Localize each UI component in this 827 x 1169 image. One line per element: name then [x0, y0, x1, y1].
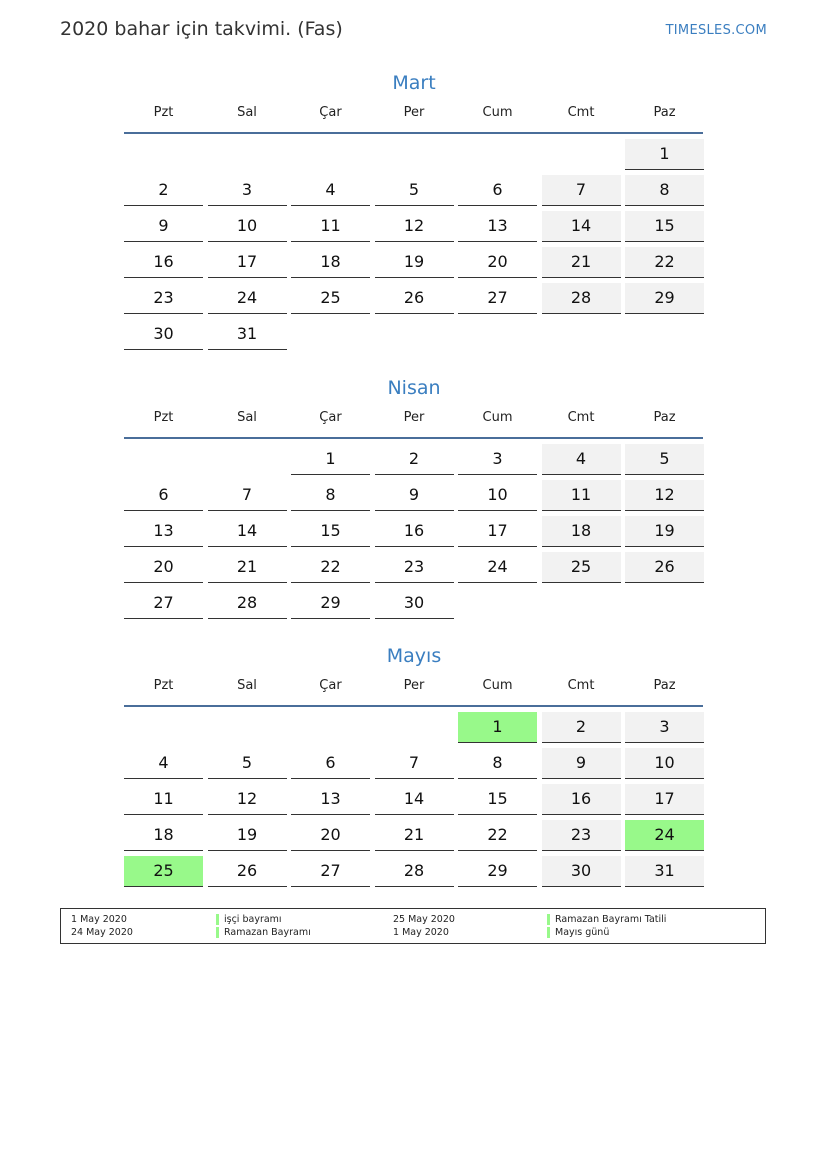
empty-cell — [124, 139, 203, 169]
day-cell: 7 — [375, 748, 454, 779]
day-cell: 11 — [124, 784, 203, 815]
day-cell: 1 — [625, 139, 704, 170]
brand-link[interactable]: TIMESLES.COM — [665, 23, 767, 38]
day-cell: 31 — [208, 319, 287, 350]
empty-cell — [291, 319, 370, 349]
empty-cell — [458, 588, 537, 618]
month-block — [124, 641, 704, 892]
day-cell: 30 — [375, 588, 454, 619]
legend-row — [61, 926, 765, 939]
empty-cell — [625, 588, 704, 618]
day-cell: 9 — [542, 748, 621, 779]
day-cell: 11 — [542, 480, 621, 511]
weekday-label: Paz — [653, 678, 676, 693]
day-cell: 25 — [542, 552, 621, 583]
month-name: Mayıs — [386, 645, 442, 667]
empty-cell — [291, 712, 370, 742]
weekday-label: Per — [403, 105, 425, 120]
day-cell: 5 — [375, 175, 454, 206]
weekday-label: Sal — [237, 105, 257, 120]
day-cell: 17 — [458, 516, 537, 547]
day-cell: 25 — [291, 283, 370, 314]
day-cell: 9 — [375, 480, 454, 511]
empty-cell — [625, 319, 704, 349]
holiday-day-cell: 25 — [124, 856, 203, 887]
day-cell: 16 — [124, 247, 203, 278]
day-cell: 3 — [458, 444, 537, 475]
day-cell: 26 — [208, 856, 287, 887]
page-title: 2020 bahar için takvimi. (Fas) — [60, 18, 343, 40]
weekday-label: Pzt — [153, 105, 174, 120]
empty-cell — [124, 444, 203, 474]
empty-cell — [208, 712, 287, 742]
day-cell: 18 — [291, 247, 370, 278]
empty-cell — [542, 588, 621, 618]
weekday-header — [124, 671, 703, 707]
day-cell: 16 — [375, 516, 454, 547]
day-cell: 31 — [625, 856, 704, 887]
legend-holiday-name: Mayıs günü — [547, 926, 609, 939]
weekday-label: Çar — [319, 410, 342, 425]
legend-holiday-name: Ramazan Bayramı — [216, 926, 311, 939]
day-cell: 24 — [458, 552, 537, 583]
day-cell: 13 — [124, 516, 203, 547]
day-cell: 15 — [458, 784, 537, 815]
holiday-legend — [60, 908, 766, 944]
day-cell: 11 — [291, 211, 370, 242]
day-cell: 9 — [124, 211, 203, 242]
legend-date: 1 May 2020 — [393, 927, 449, 938]
day-cell: 26 — [625, 552, 704, 583]
weekday-label: Sal — [237, 678, 257, 693]
day-cell: 22 — [625, 247, 704, 278]
day-cell: 30 — [124, 319, 203, 350]
weekday-label: Paz — [653, 105, 676, 120]
legend-row — [61, 913, 765, 926]
day-cell: 16 — [542, 784, 621, 815]
weekday-label: Çar — [319, 678, 342, 693]
day-cell: 6 — [124, 480, 203, 511]
day-cell: 13 — [458, 211, 537, 242]
day-cell: 26 — [375, 283, 454, 314]
weekday-label: Per — [403, 678, 425, 693]
day-cell: 12 — [375, 211, 454, 242]
empty-cell — [542, 139, 621, 169]
weekday-label: Sal — [237, 410, 257, 425]
day-cell: 1 — [291, 444, 370, 475]
day-cell: 10 — [208, 211, 287, 242]
empty-cell — [124, 712, 203, 742]
day-cell: 4 — [291, 175, 370, 206]
day-cell: 15 — [291, 516, 370, 547]
day-cell: 28 — [542, 283, 621, 314]
day-cell: 21 — [375, 820, 454, 851]
month-name: Mart — [392, 72, 436, 94]
day-cell: 8 — [291, 480, 370, 511]
day-cell: 29 — [291, 588, 370, 619]
legend-date: 1 May 2020 — [71, 914, 127, 925]
day-cell: 14 — [542, 211, 621, 242]
day-cell: 28 — [208, 588, 287, 619]
weekday-label: Çar — [319, 105, 342, 120]
day-cell: 2 — [375, 444, 454, 475]
empty-cell — [291, 139, 370, 169]
day-cell: 14 — [375, 784, 454, 815]
day-cell: 8 — [625, 175, 704, 206]
weekday-label: Pzt — [153, 410, 174, 425]
day-cell: 3 — [625, 712, 704, 743]
day-cell: 27 — [291, 856, 370, 887]
day-cell: 14 — [208, 516, 287, 547]
day-cell: 3 — [208, 175, 287, 206]
day-grid — [124, 707, 704, 892]
day-cell: 30 — [542, 856, 621, 887]
weekday-label: Cum — [482, 105, 513, 120]
day-cell: 4 — [542, 444, 621, 475]
day-cell: 7 — [208, 480, 287, 511]
day-cell: 27 — [458, 283, 537, 314]
month-block — [124, 373, 704, 624]
holiday-day-cell: 1 — [458, 712, 537, 743]
day-cell: 2 — [542, 712, 621, 743]
day-cell: 18 — [542, 516, 621, 547]
weekday-label: Per — [403, 410, 425, 425]
day-cell: 10 — [625, 748, 704, 779]
day-cell: 20 — [291, 820, 370, 851]
day-cell: 5 — [208, 748, 287, 779]
weekday-header — [124, 403, 703, 439]
day-cell: 10 — [458, 480, 537, 511]
empty-cell — [375, 712, 454, 742]
day-cell: 22 — [458, 820, 537, 851]
day-cell: 12 — [208, 784, 287, 815]
day-cell: 20 — [124, 552, 203, 583]
day-cell: 6 — [291, 748, 370, 779]
weekday-label: Cum — [482, 678, 513, 693]
day-cell: 4 — [124, 748, 203, 779]
weekday-header — [124, 98, 703, 134]
day-grid — [124, 439, 704, 624]
day-cell: 19 — [208, 820, 287, 851]
empty-cell — [208, 139, 287, 169]
day-cell: 13 — [291, 784, 370, 815]
day-cell: 21 — [208, 552, 287, 583]
legend-holiday-name: Ramazan Bayramı Tatili — [547, 913, 666, 926]
weekday-label: Paz — [653, 410, 676, 425]
day-cell: 20 — [458, 247, 537, 278]
legend-holiday-name: işçi bayramı — [216, 913, 282, 926]
empty-cell — [458, 319, 537, 349]
day-grid — [124, 134, 704, 355]
weekday-label: Cmt — [567, 105, 595, 120]
empty-cell — [375, 319, 454, 349]
day-cell: 23 — [542, 820, 621, 851]
day-cell: 21 — [542, 247, 621, 278]
month-name: Nisan — [387, 377, 441, 399]
day-cell: 27 — [124, 588, 203, 619]
month-block — [124, 68, 704, 355]
day-cell: 23 — [375, 552, 454, 583]
day-cell: 23 — [124, 283, 203, 314]
day-cell: 6 — [458, 175, 537, 206]
day-cell: 17 — [208, 247, 287, 278]
day-cell: 19 — [375, 247, 454, 278]
empty-cell — [542, 319, 621, 349]
day-cell: 29 — [458, 856, 537, 887]
day-cell: 29 — [625, 283, 704, 314]
day-cell: 19 — [625, 516, 704, 547]
weekday-label: Cmt — [567, 678, 595, 693]
day-cell: 5 — [625, 444, 704, 475]
legend-date: 24 May 2020 — [71, 927, 133, 938]
day-cell: 24 — [208, 283, 287, 314]
day-cell: 15 — [625, 211, 704, 242]
legend-date: 25 May 2020 — [393, 914, 455, 925]
day-cell: 2 — [124, 175, 203, 206]
day-cell: 22 — [291, 552, 370, 583]
day-cell: 17 — [625, 784, 704, 815]
day-cell: 28 — [375, 856, 454, 887]
day-cell: 7 — [542, 175, 621, 206]
holiday-day-cell: 24 — [625, 820, 704, 851]
empty-cell — [375, 139, 454, 169]
weekday-label: Cmt — [567, 410, 595, 425]
empty-cell — [458, 139, 537, 169]
weekday-label: Cum — [482, 410, 513, 425]
day-cell: 18 — [124, 820, 203, 851]
weekday-label: Pzt — [153, 678, 174, 693]
empty-cell — [208, 444, 287, 474]
day-cell: 12 — [625, 480, 704, 511]
day-cell: 8 — [458, 748, 537, 779]
